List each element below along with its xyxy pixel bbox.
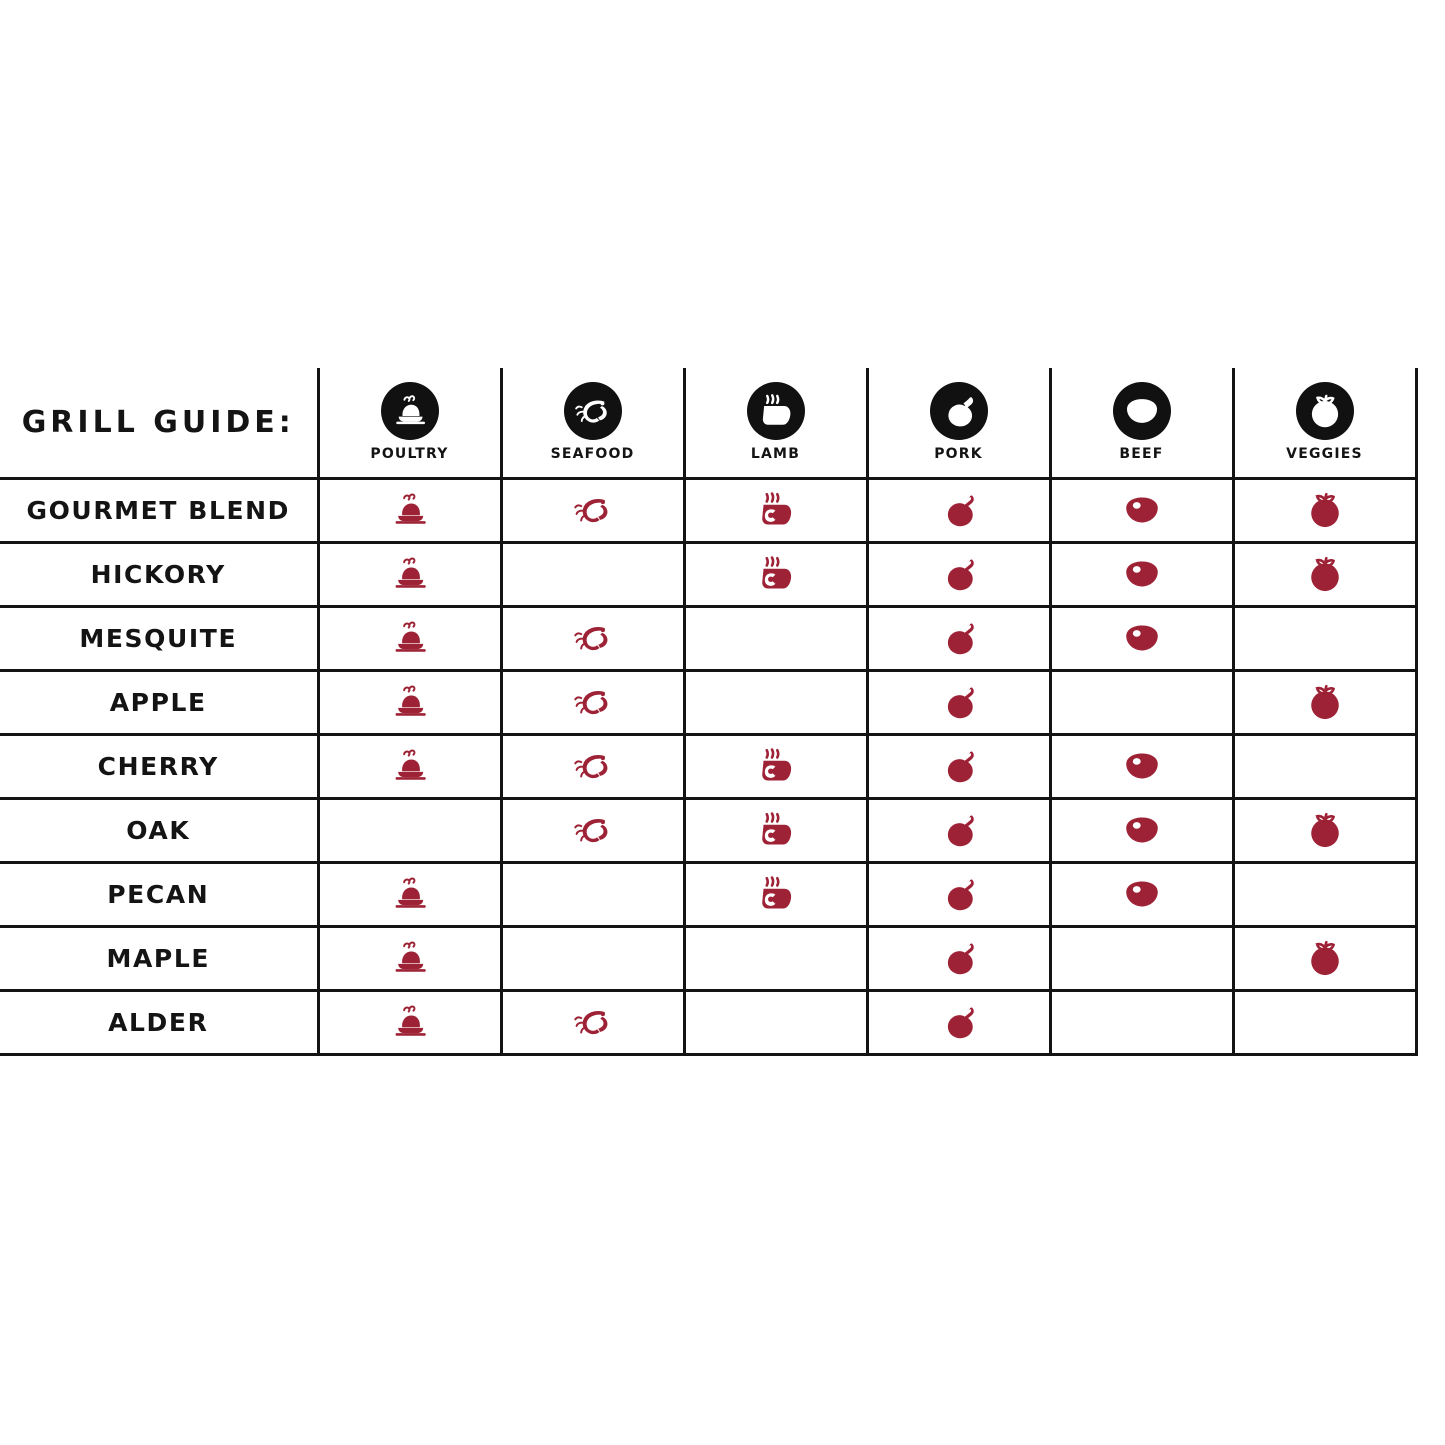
tomato-icon [1235,673,1415,731]
cell-gourmet-blend-seafood [501,478,684,542]
cell-pecan-seafood [501,862,684,926]
grill-guide-chart [0,368,1416,1056]
row-label-text: HICKORY [90,559,226,589]
row-label-pecan [0,862,318,926]
table-row [0,606,1416,670]
column-header-poultry [318,368,501,478]
row-label-text: GOURMET BLEND [26,495,291,525]
table-row [0,542,1416,606]
steak-icon [1113,382,1171,440]
cell-alder-lamb [684,990,867,1054]
table-row [0,990,1416,1054]
cell-hickory-lamb [684,542,867,606]
table-row [0,478,1416,542]
tomato-icon [1235,801,1415,859]
cell-pecan-pork [867,862,1050,926]
steak-icon [1052,865,1232,923]
cell-apple-pork [867,670,1050,734]
steak-icon [1052,481,1232,539]
cell-maple-pork [867,926,1050,990]
cell-apple-beef [1050,670,1233,734]
cell-mesquite-seafood [501,606,684,670]
lamb-chop-icon [686,545,866,603]
row-label-text: MAPLE [106,943,211,973]
steak-icon [1052,545,1232,603]
steak-icon [1052,737,1232,795]
column-label-seafood: SEAFOOD [550,446,635,463]
table-row [0,670,1416,734]
cell-gourmet-blend-pork [867,478,1050,542]
table-row [0,798,1416,862]
row-label-text: PECAN [107,879,210,909]
column-label-pork: PORK [934,446,983,463]
row-label-hickory [0,542,318,606]
ham-icon [869,737,1049,795]
cell-cherry-beef [1050,734,1233,798]
tomato-icon [1296,382,1354,440]
column-label-lamb: LAMB [750,446,801,463]
cell-pecan-poultry [318,862,501,926]
lamb-chop-icon [747,382,805,440]
row-label-text: APPLE [109,687,207,717]
column-header-pork [867,368,1050,478]
row-label-mesquite [0,606,318,670]
cell-gourmet-blend-veggies [1233,478,1416,542]
cell-cherry-poultry [318,734,501,798]
row-label-cherry [0,734,318,798]
steak-icon [1052,801,1232,859]
poultry-icon [320,737,500,795]
poultry-icon [381,382,439,440]
row-label-text: OAK [126,815,191,845]
cell-pecan-beef [1050,862,1233,926]
cell-apple-poultry [318,670,501,734]
page-title [0,368,318,478]
cell-oak-veggies [1233,798,1416,862]
ham-icon [869,673,1049,731]
cell-pecan-lamb [684,862,867,926]
cell-cherry-veggies [1233,734,1416,798]
cell-mesquite-beef [1050,606,1233,670]
table-body [0,478,1416,1054]
cell-pecan-veggies [1233,862,1416,926]
lamb-chop-icon [686,481,866,539]
cell-apple-lamb [684,670,867,734]
row-label-text: MESQUITE [79,623,238,653]
cell-alder-beef [1050,990,1233,1054]
cell-mesquite-pork [867,606,1050,670]
cell-mesquite-veggies [1233,606,1416,670]
column-label-beef: BEEF [1119,446,1164,463]
table-row [0,926,1416,990]
column-header-seafood [501,368,684,478]
column-label-veggies: VEGGIES [1286,446,1363,463]
cell-alder-seafood [501,990,684,1054]
row-label-gourmet-blend [0,478,318,542]
shrimp-icon [503,673,683,731]
row-label-text: ALDER [108,1007,209,1037]
cell-oak-beef [1050,798,1233,862]
column-label-poultry: POULTRY [370,446,449,463]
cell-oak-seafood [501,798,684,862]
poultry-icon [320,865,500,923]
cell-oak-lamb [684,798,867,862]
poultry-icon [320,609,500,667]
shrimp-icon [503,737,683,795]
cell-oak-poultry [318,798,501,862]
ham-icon [930,382,988,440]
cell-mesquite-poultry [318,606,501,670]
grill-guide-title: GRILL GUIDE: [21,404,295,440]
cell-alder-poultry [318,990,501,1054]
cell-hickory-seafood [501,542,684,606]
cell-cherry-seafood [501,734,684,798]
cell-cherry-pork [867,734,1050,798]
shrimp-icon [564,382,622,440]
table-header-row [0,368,1416,478]
tomato-icon [1235,481,1415,539]
row-label-oak [0,798,318,862]
ham-icon [869,481,1049,539]
shrimp-icon [503,801,683,859]
cell-gourmet-blend-lamb [684,478,867,542]
cell-alder-veggies [1233,990,1416,1054]
lamb-chop-icon [686,737,866,795]
cell-maple-veggies [1233,926,1416,990]
column-header-veggies [1233,368,1416,478]
ham-icon [869,929,1049,987]
cell-maple-lamb [684,926,867,990]
lamb-chop-icon [686,865,866,923]
cell-alder-pork [867,990,1050,1054]
column-header-beef [1050,368,1233,478]
cell-hickory-beef [1050,542,1233,606]
shrimp-icon [503,609,683,667]
cell-hickory-veggies [1233,542,1416,606]
poultry-icon [320,545,500,603]
row-label-apple [0,670,318,734]
lamb-chop-icon [686,801,866,859]
cell-hickory-pork [867,542,1050,606]
steak-icon [1052,609,1232,667]
cell-cherry-lamb [684,734,867,798]
ham-icon [869,801,1049,859]
poultry-icon [320,929,500,987]
poultry-icon [320,481,500,539]
ham-icon [869,545,1049,603]
shrimp-icon [503,993,683,1051]
cell-apple-veggies [1233,670,1416,734]
row-label-text: CHERRY [97,751,219,781]
column-header-lamb [684,368,867,478]
grill-guide-table [0,368,1418,1056]
ham-icon [869,865,1049,923]
ham-icon [869,993,1049,1051]
row-label-maple [0,926,318,990]
cell-mesquite-lamb [684,606,867,670]
ham-icon [869,609,1049,667]
tomato-icon [1235,929,1415,987]
cell-oak-pork [867,798,1050,862]
cell-gourmet-blend-beef [1050,478,1233,542]
table-row [0,862,1416,926]
poultry-icon [320,993,500,1051]
cell-hickory-poultry [318,542,501,606]
cell-maple-seafood [501,926,684,990]
tomato-icon [1235,545,1415,603]
table-row [0,734,1416,798]
poultry-icon [320,673,500,731]
row-label-alder [0,990,318,1054]
cell-gourmet-blend-poultry [318,478,501,542]
cell-maple-poultry [318,926,501,990]
cell-maple-beef [1050,926,1233,990]
cell-apple-seafood [501,670,684,734]
shrimp-icon [503,481,683,539]
